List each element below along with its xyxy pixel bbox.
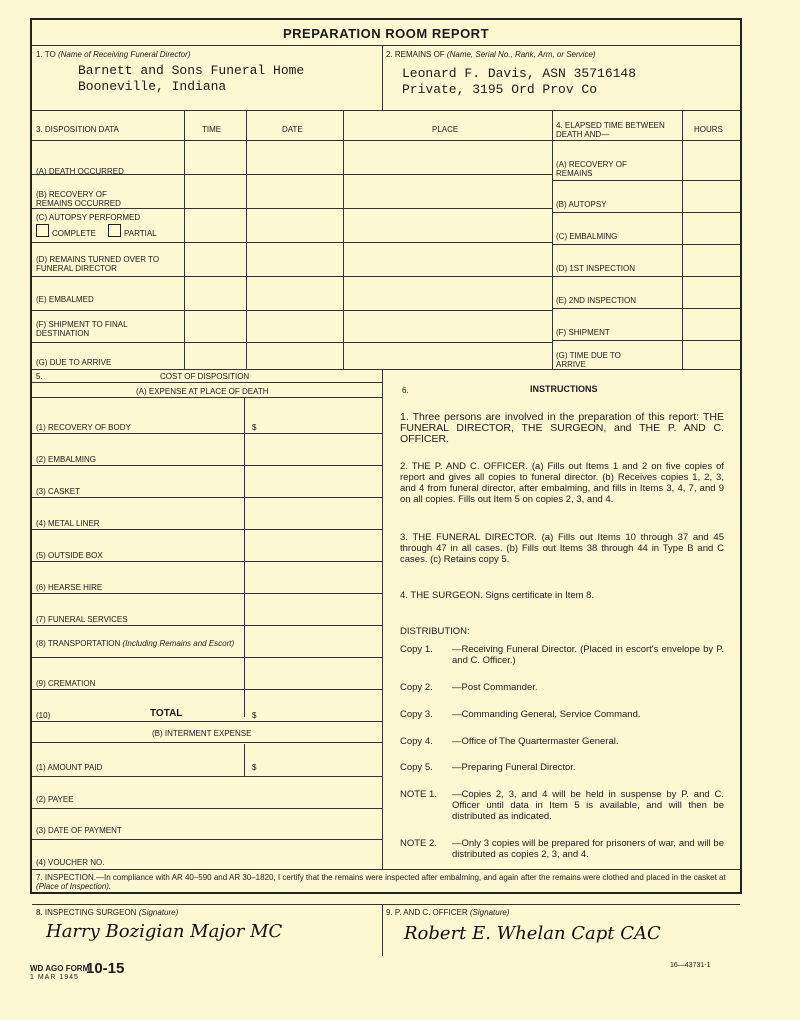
place-header: PLACE <box>432 125 459 134</box>
rule <box>552 244 740 245</box>
item1-label: 1. TO (Name of Receiving Funeral Director) <box>36 50 191 59</box>
cost-hearse-hire: (6) HEARSE HIRE <box>36 583 103 592</box>
elapsed-embalming: (C) EMBALMING <box>556 232 618 241</box>
copy5-label: Copy 5. <box>400 762 433 773</box>
elapsed-recovery: (A) RECOVERY OF REMAINS <box>556 160 627 178</box>
cost-metal-liner: (4) METAL LINER <box>36 519 100 528</box>
rule <box>32 382 382 383</box>
rule <box>32 529 382 530</box>
inspecting-surgeon-label: 8. INSPECTING SURGEON (Signature) <box>36 908 179 917</box>
rule <box>32 839 382 840</box>
rule <box>552 340 740 341</box>
report-form <box>30 18 742 944</box>
surgeon-signature: Harry Bozigian Major MC <box>46 921 283 942</box>
rule <box>32 593 382 594</box>
rule <box>32 776 382 777</box>
rule <box>246 110 247 369</box>
dollar-sign: $ <box>252 763 257 772</box>
rule <box>552 308 740 309</box>
form-date: 1 MAR 1945 <box>30 974 79 981</box>
rule <box>32 369 740 370</box>
note2-text: —Only 3 copies will be prepared for prisoners of war, and will be distributed as copies 2, 3, and 4. <box>452 838 724 860</box>
rule <box>552 110 553 369</box>
rule <box>32 45 740 46</box>
date-header: DATE <box>282 125 303 134</box>
rule <box>32 657 382 658</box>
funeral-director-city: Booneville, Indiana <box>78 79 227 94</box>
copy5-text: —Preparing Funeral Director. <box>452 762 576 773</box>
rule <box>382 904 383 956</box>
copy2-label: Copy 2. <box>400 682 433 693</box>
elapsed-autopsy: (B) AUTOPSY <box>556 200 607 209</box>
rule <box>32 208 552 209</box>
cost-funeral-services: (7) FUNERAL SERVICES <box>36 615 128 624</box>
note1-text: —Copies 2, 3, and 4 will be held in suspense by P. and C. Officer until data in Item 5 is available, and will then be distributed as indicated. <box>452 789 724 822</box>
cost-embalming: (2) EMBALMING <box>36 455 97 464</box>
rule <box>32 242 552 243</box>
note1-label: NOTE 1. <box>400 789 437 800</box>
remains-name: Leonard F. Davis, ASN 35716148 <box>402 66 637 81</box>
cost-header: COST OF DISPOSITION <box>160 372 250 381</box>
row-death-occurred: (A) DEATH OCCURRED <box>36 167 124 176</box>
rule <box>552 276 740 277</box>
item6-num: 6. <box>402 386 409 395</box>
copy4-label: Copy 4. <box>400 736 433 747</box>
copy2-text: —Post Commander. <box>452 682 538 693</box>
rule <box>32 140 740 141</box>
dollar-sign: $ <box>252 711 257 720</box>
form-number: 10-15 <box>86 960 125 977</box>
rule <box>32 433 382 434</box>
row-embalmed: (E) EMBALMED <box>36 295 94 304</box>
time-header: TIME <box>202 125 222 134</box>
partial-label: PARTIAL <box>124 229 157 238</box>
rule <box>32 276 552 277</box>
note2-label: NOTE 2. <box>400 838 437 849</box>
elapsed-time-due: (G) TIME DUE TO ARRIVE <box>556 351 621 369</box>
copy3-text: —Commanding General, Service Command. <box>452 709 641 720</box>
cost-recovery: (1) RECOVERY OF BODY <box>36 423 131 432</box>
cost-outside-box: (5) OUTSIDE BOX <box>36 551 103 560</box>
row-turned-over: (D) REMAINS TURNED OVER TO FUNERAL DIRECTOR <box>36 255 160 273</box>
rule <box>382 369 383 869</box>
rule <box>32 497 382 498</box>
rule <box>244 397 245 717</box>
rule <box>184 110 185 369</box>
form-title: PREPARATION ROOM REPORT <box>282 26 490 41</box>
instruction-3: 3. THE FUNERAL DIRECTOR. (a) Fills out Items 10 through 37 and 45 through 47 in all cases. (b) Fills out Items 38 through 44 in Type B and C cases. (c) Retains copy 5. <box>400 532 724 565</box>
print-code: 16—43731-1 <box>670 962 711 969</box>
total-label: TOTAL <box>150 708 183 719</box>
rule <box>32 689 382 690</box>
interment-payment-date: (3) DATE OF PAYMENT <box>36 826 122 835</box>
instruction-2: 2. THE P. AND C. OFFICER. (a) Fills out Items 1 and 2 on five copies of report and gives all copies to funeral director. (b) Receives copies 1, 2, 3, and 4 from funeral director, after embalming, and fills in Items 3, 4, 7, and 9 on all copies. Fills out Item 5 on copies 2, 3, and 4. <box>400 461 724 505</box>
dollar-sign: $ <box>252 423 257 432</box>
instruction-4: 4. THE SURGEON. Signs certificate in Item 8. <box>400 590 595 601</box>
rule <box>32 808 382 809</box>
copy4-text: —Office of The Quartermaster General. <box>452 736 619 747</box>
rule <box>32 310 552 311</box>
rule <box>32 465 382 466</box>
rule <box>32 561 382 562</box>
interment-header: (B) INTERMENT EXPENSE <box>152 729 252 738</box>
rule <box>552 212 740 213</box>
interment-amount: (1) AMOUNT PAID <box>36 763 103 772</box>
rule <box>32 110 740 111</box>
row-recovery-occurred: (B) RECOVERY OF REMAINS OCCURRED <box>36 190 121 208</box>
rule <box>552 180 740 181</box>
complete-checkbox[interactable] <box>36 224 49 237</box>
rule <box>32 397 382 398</box>
rule <box>32 904 740 905</box>
copy1-text: —Receiving Funeral Director. (Placed in escort's envelope by P. and C. Officer.) <box>452 644 724 666</box>
complete-label: COMPLETE <box>52 229 97 238</box>
copy1-label: Copy 1. <box>400 644 433 655</box>
officer-signature: Robert E. Whelan Capt CAC <box>404 923 661 944</box>
remains-rank-unit: Private, 3195 Ord Prov Co <box>402 82 598 97</box>
instruction-1: 1. Three persons are involved in the preparation of this report: THE FUNERAL DIRECTOR, THE SURGEON, and THE P. AND C. OFFICER. <box>400 411 724 445</box>
copy3-label: Copy 3. <box>400 709 433 720</box>
interment-payee: (2) PAYEE <box>36 795 74 804</box>
cost-transportation: (8) TRANSPORTATION (Including Remains and Escort) <box>36 639 235 648</box>
rule <box>682 110 683 369</box>
rule <box>32 869 740 870</box>
rule <box>32 342 552 343</box>
pc-officer-label: 9. P. AND C. OFFICER (Signature) <box>386 908 510 917</box>
rule <box>382 45 383 110</box>
expense-a-header: (A) EXPENSE AT PLACE OF DEATH <box>136 387 269 396</box>
form-label: WD AGO FORM <box>30 964 90 973</box>
item2-label: 2. REMAINS OF (Name, Serial No., Rank, Arm, or Service) <box>386 50 596 59</box>
elapsed-2nd-inspection: (E) 2ND INSPECTION <box>556 296 637 305</box>
hours-header: HOURS <box>694 125 723 134</box>
elapsed-shipment: (F) SHIPMENT <box>556 328 610 337</box>
row-autopsy-performed: (C) AUTOPSY PERFORMED <box>36 213 141 222</box>
partial-checkbox[interactable] <box>108 224 121 237</box>
total-num: (10) <box>36 711 51 720</box>
row-due-to-arrive: (G) DUE TO ARRIVE <box>36 358 112 367</box>
disposition-header: 3. DISPOSITION DATA <box>36 125 119 134</box>
cost-cremation: (9) CREMATION <box>36 679 96 688</box>
cost-casket: (3) CASKET <box>36 487 81 496</box>
funeral-director-name: Barnett and Sons Funeral Home <box>78 63 305 78</box>
rule <box>32 721 382 722</box>
item5-num: 5. <box>36 372 43 381</box>
rule <box>32 742 382 743</box>
row-shipment: (F) SHIPMENT TO FINAL DESTINATION <box>36 320 128 338</box>
elapsed-header: 4. ELAPSED TIME BETWEEN DEATH AND— <box>556 121 665 139</box>
inspection-certificate: 7. INSPECTION.—In compliance with AR 40–590 and AR 30–1820, I certify that the remains were inspected after embalming, and again after the remains were clothed and placed in the casket at (Place of Inspection). <box>36 873 726 891</box>
instructions-header: INSTRUCTIONS <box>530 384 598 394</box>
elapsed-1st-inspection: (D) 1ST INSPECTION <box>556 264 635 273</box>
rule <box>244 744 245 776</box>
rule <box>343 110 344 369</box>
interment-voucher: (4) VOUCHER NO. <box>36 858 105 867</box>
rule <box>32 625 382 626</box>
distribution-header: DISTRIBUTION: <box>400 626 470 637</box>
